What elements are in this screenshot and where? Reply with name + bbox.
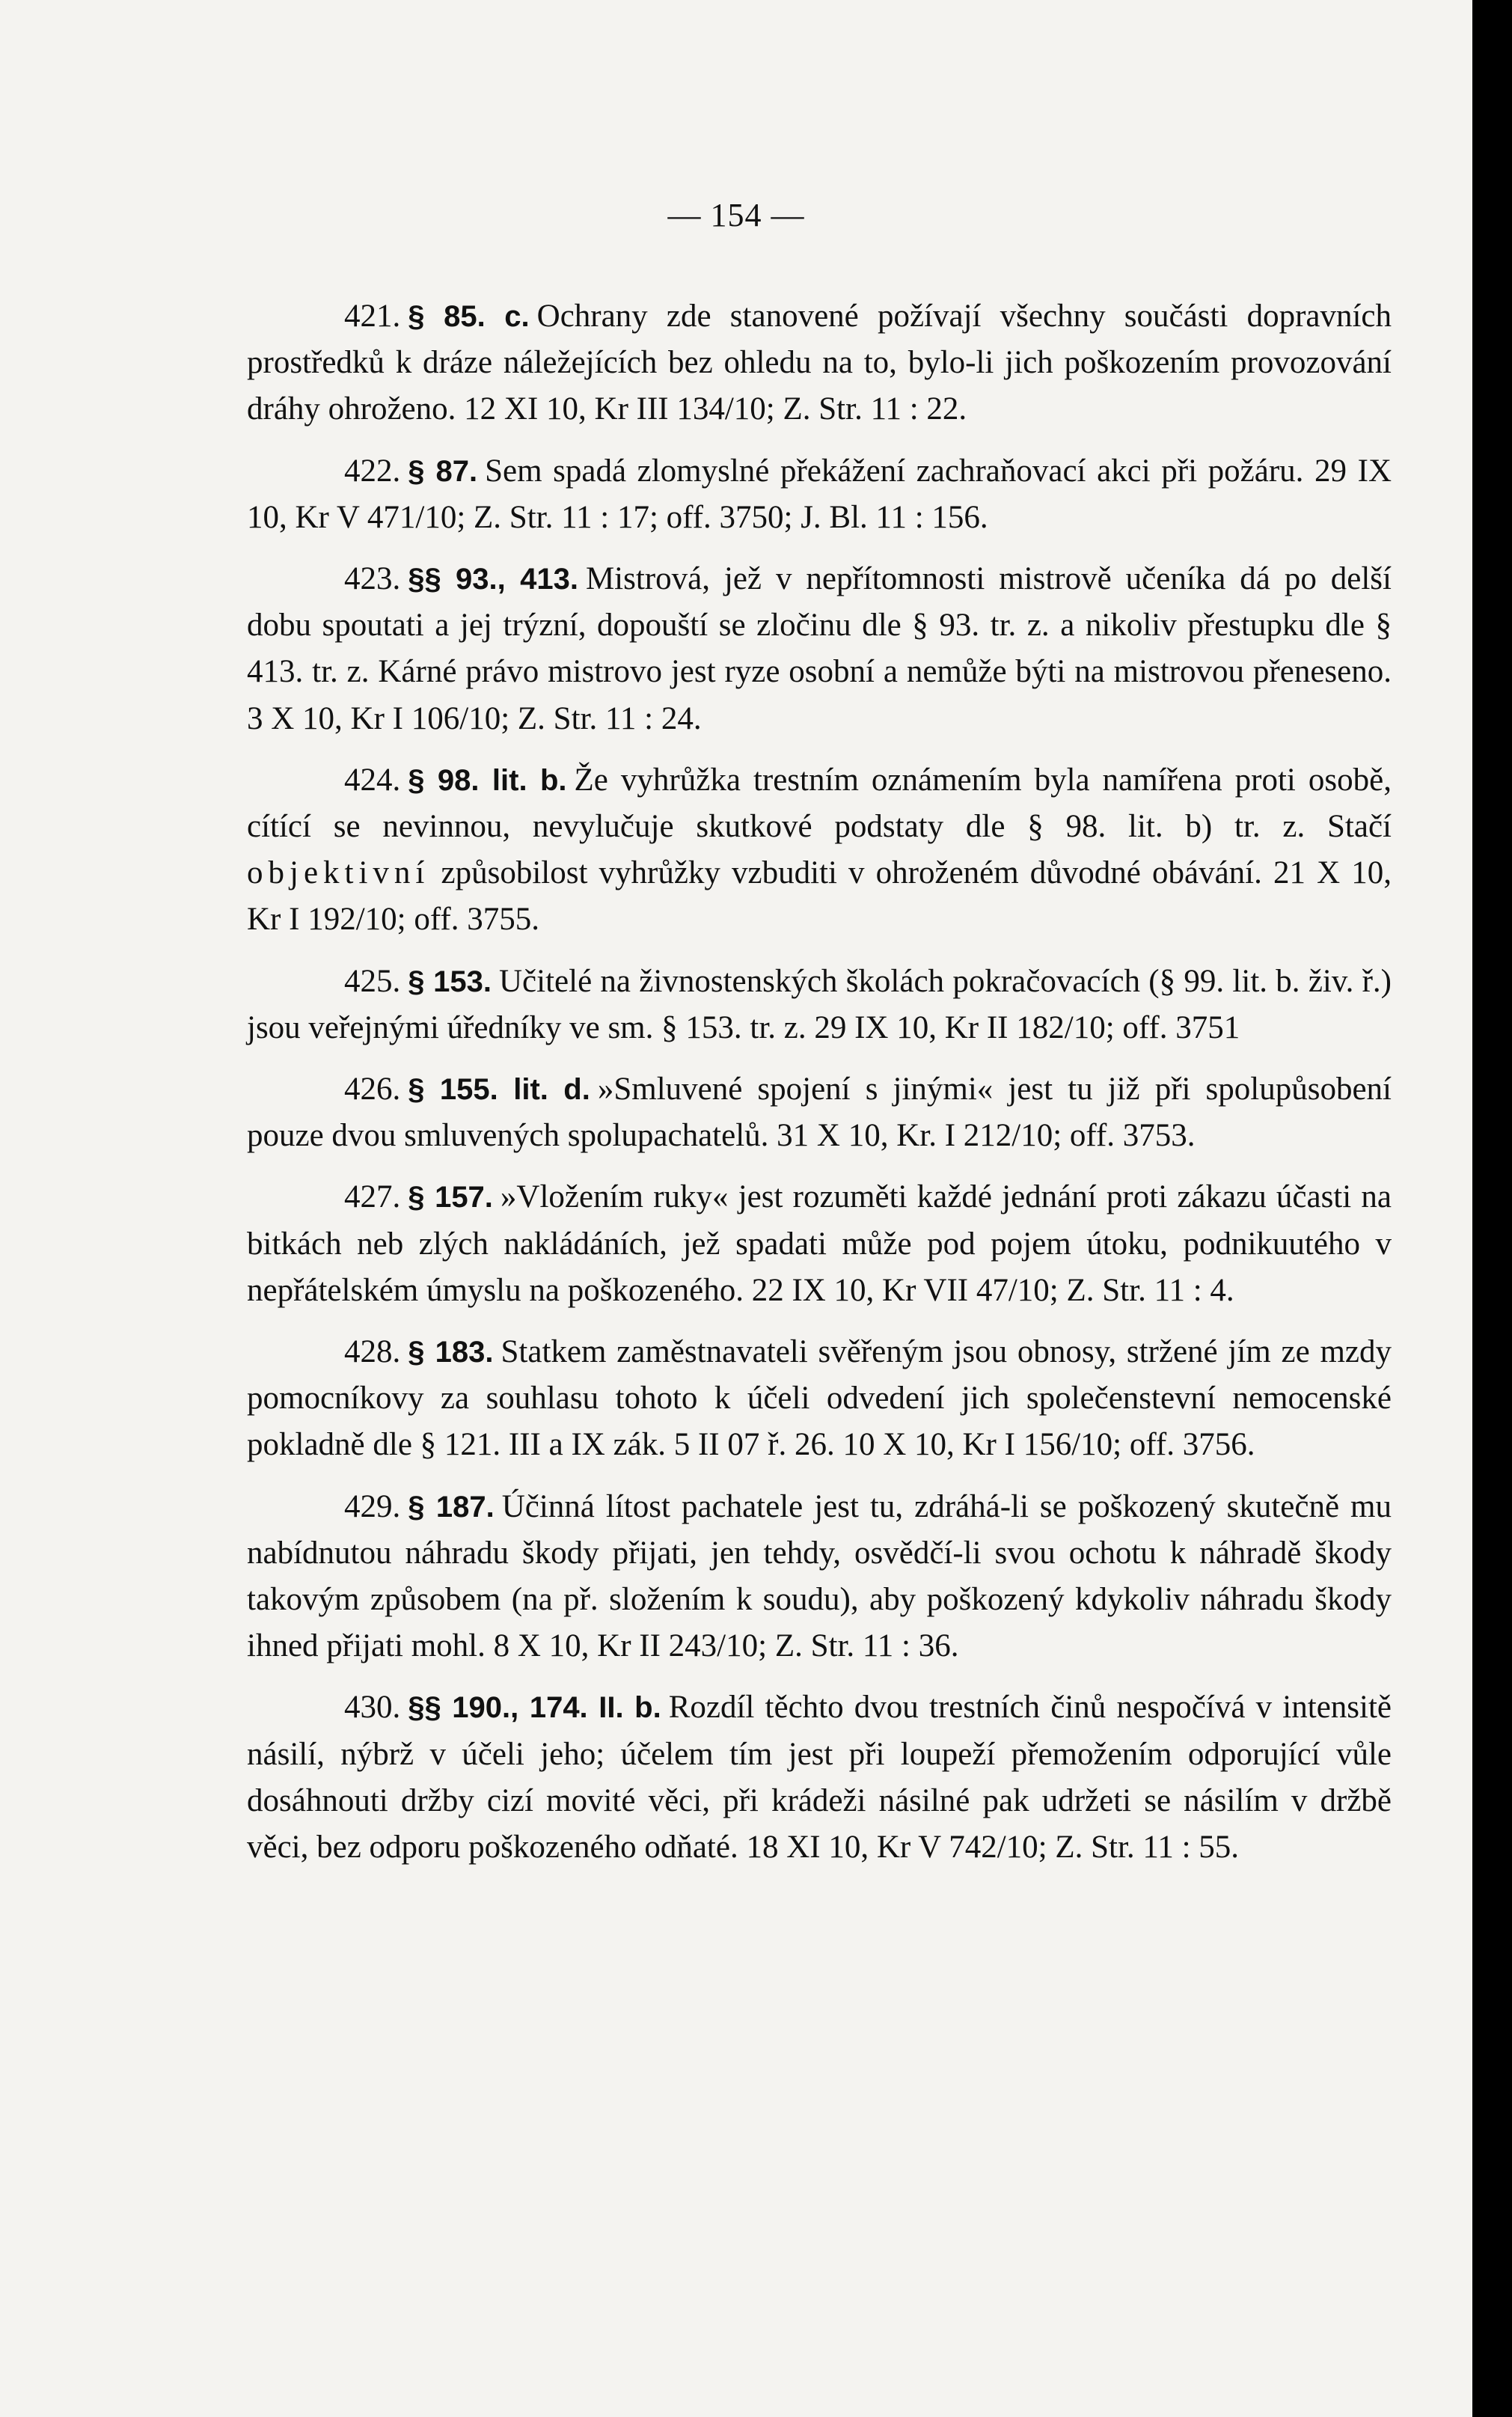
entries (247, 293, 1392, 1886)
entry-text: »Vložením ruky« jest rozuměti každé jednání proti zákazu účasti na bitkách neb zlých nakládáních, jež spadati může pod pojem útoku, podnikuutého v nepřátelském úmyslu na poškozeného. 22 IX 10, Kr VII 47/10; Z. Str. 11 : 4. (247, 1179, 1392, 1308)
entry-text: Statkem zaměstnavateli svěřeným jsou obnosy, stržené jím ze mzdy pomocníkovy za souhlasu tohoto k účeli odvedení jich společenstevní nemocenské pokladně dle § 121. III a IX zák. 5 II 07 ř. 26. 10 X 10, Kr I 156/10; off. 3756. (247, 1334, 1392, 1463)
entry-number: 428. (344, 1334, 401, 1370)
entry-text: Účinná lítost pachatele jest tu, zdráhá-li se poškozený skutečně mu nabídnutou náhradu škody přijati, jen tehdy, osvědčí-li svou ochotu k náhradě škody takovým způsobem (na př. složením k soudu), aby poškozený kdykoliv náhradu škody ihned přijati mohl. 8 X 10, Kr II 243/10; Z. Str. 11 : 36. (247, 1488, 1392, 1664)
entry-427 (247, 1174, 1392, 1314)
entry-reference: § 87. (408, 454, 478, 488)
entry-number: 424. (344, 762, 401, 798)
entry-reference: § 157. (408, 1181, 493, 1214)
entry-text: Ochrany zde stanovené požívají všechny součásti dopravních prostředků k dráze náležejících bez ohledu na to, bylo-li jich poškozením provozování dráhy ohroženo. 12 XI 10, Kr III 134/10; Z. Str. 11 : 22. (247, 299, 1392, 427)
entry-text: Rozdíl těchto dvou trestních činů nespočívá v intensitě násilí, nýbrž v účeli jeho; účelem tím jest při loupeží přemožením odporující vůle dosáhnouti držby cizí movité věci, při krádeži násilné pak udržeti se násilím v držbě věci, bez odporu poškozeného odňaté. 18 XI 10, Kr V 742/10; Z. Str. 11 : 55. (247, 1690, 1392, 1866)
entry-text: Mistrová, jež v nepřítomnosti mistrově učeníka dá po delší dobu spoutati a jej trýzní, dopouští se zločinu dle § 93. tr. z. a nikoliv přestupku dle § 413. tr. z. Kárné právo mistrovo jest ryze osobní a nemůže býti na mistrovou přeneseno. 3 X 10, Kr I 106/10; Z. Str. 11 : 24. (247, 561, 1392, 736)
entry-421 (247, 293, 1392, 433)
entry-number: 425. (344, 963, 401, 999)
entry-430 (247, 1684, 1392, 1871)
entry-number: 421. (344, 299, 401, 334)
entry-reference: § 98. lit. b. (408, 763, 567, 797)
entry-text: Sem spadá zlomyslné překážení zachraňovací akci při požáru. 29 IX 10, Kr V 471/10; Z. Str. 11 : 17; off. 3750; J. Bl. 11 : 156. (247, 453, 1392, 535)
entry-number: 430. (344, 1690, 401, 1726)
entry-reference: § 85. c. (408, 300, 530, 333)
entry-text: Učitelé na živnostenských školách pokračovacích (§ 99. lit. b. živ. ř.) jsou veřejnými úředníky ve sm. § 153. tr. z. 29 IX 10, Kr II 182/10; off. 3751 (247, 963, 1392, 1045)
entry-number: 422. (344, 453, 401, 489)
entry-text: »Smluvené spojení s jinými« jest tu již při spolupůsobení pouze dvou smluvených spolupachatelů. 31 X 10, Kr. I 212/10; off. 3753. (247, 1072, 1392, 1154)
entry-429 (247, 1484, 1392, 1670)
entry-428 (247, 1329, 1392, 1469)
entry-reference: § 183. (408, 1336, 494, 1369)
entry-number: 427. (344, 1179, 401, 1215)
entry-number: 423. (344, 561, 401, 597)
scan-border (1472, 0, 1512, 2417)
entry-425 (247, 959, 1392, 1051)
entry-reference: §§ 190., 174. II. b. (408, 1691, 661, 1725)
entry-reference: § 155. lit. d. (408, 1073, 590, 1107)
entry-reference: §§ 93., 413. (408, 563, 578, 596)
entry-424 (247, 757, 1392, 944)
spaced-emphasis: objektivní (247, 855, 430, 891)
entry-number: 429. (344, 1488, 401, 1524)
entry-reference: § 153. (408, 965, 492, 998)
entry-422 (247, 448, 1392, 541)
entry-426 (247, 1066, 1392, 1159)
entry-reference: § 187. (408, 1490, 495, 1524)
entry-text-after: způsobilost vyhrůžky vzbuditi v ohroženém důvodné obávání. 21 X 10, Kr I 192/10; off. 3755. (247, 855, 1392, 938)
entry-text-before: Že vyhrůžka trestním oznámením byla namířena proti osobě, cítící se nevinnou, nevylučuje skutkové podstaty dle § 98. lit. b) tr. z. Stačí (247, 762, 1392, 845)
page-number: — 154 — (667, 197, 805, 233)
entry-number: 426. (344, 1072, 401, 1107)
entry-423 (247, 556, 1392, 742)
